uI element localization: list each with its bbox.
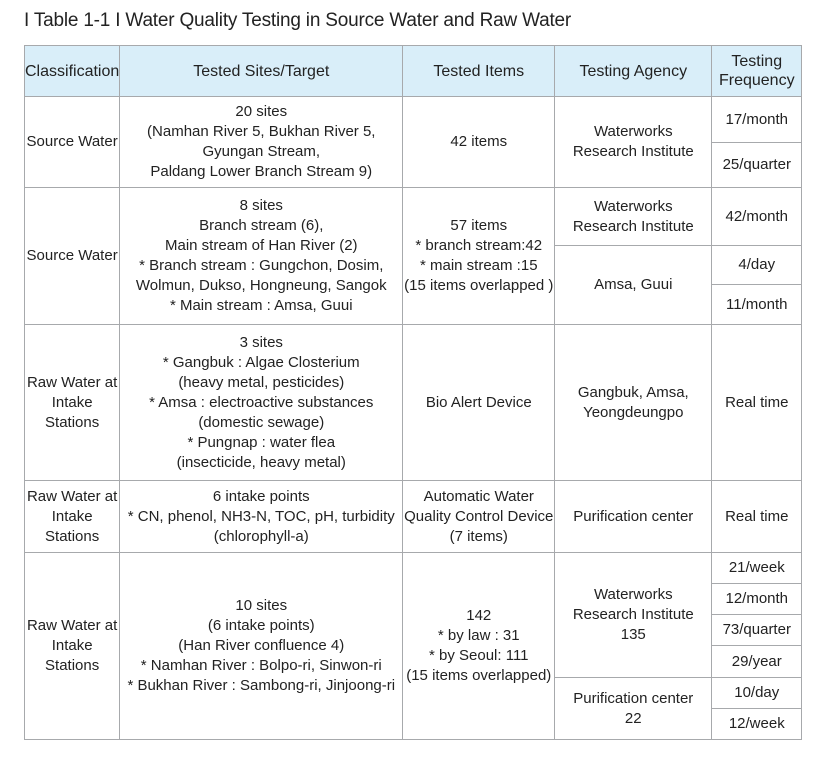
cell-line: 135 bbox=[620, 626, 646, 643]
cell-frequency: 17/month bbox=[712, 97, 802, 143]
cell-agency bbox=[555, 481, 712, 553]
cell-line: (heavy metal, pesticides) bbox=[178, 373, 345, 391]
cell-line: * by Seoul: 111 bbox=[429, 647, 529, 664]
cell-line: Raw Water at bbox=[26, 373, 118, 391]
header-frequency-line: Frequency bbox=[718, 72, 795, 89]
cell-line: 8 sites bbox=[239, 197, 283, 214]
table-row bbox=[25, 481, 802, 553]
cell-sites bbox=[120, 97, 403, 188]
cell-line: Wolmun, Dukso, Hongneung, Sangok bbox=[135, 277, 387, 294]
table-row bbox=[25, 325, 802, 481]
cell-frequency: 4/day bbox=[712, 246, 802, 285]
cell-agency bbox=[555, 325, 712, 481]
header-agency: Testing Agency bbox=[555, 46, 712, 97]
cell-line: 142 bbox=[466, 607, 492, 624]
cell-line: (15 items overlapped) bbox=[406, 667, 552, 684]
cell-line: (insecticide, heavy metal) bbox=[176, 453, 346, 471]
cell-line: (15 items overlapped ) bbox=[404, 277, 554, 294]
cell-line: * Branch stream : Gungchon, Dosim, bbox=[139, 257, 384, 274]
cell-line: Paldang Lower Branch Stream 9) bbox=[150, 163, 373, 180]
cell-sites bbox=[120, 481, 403, 553]
cell-line: * CN, phenol, NH3-N, TOC, pH, turbidity bbox=[127, 507, 395, 525]
header-frequency-line: Testing bbox=[731, 53, 783, 70]
cell-line: 42 items bbox=[450, 133, 508, 150]
cell-line: * Main stream : Amsa, Guui bbox=[169, 297, 353, 314]
cell-frequency: Real time bbox=[712, 325, 802, 481]
cell-line: * Namhan River : Bolpo-ri, Sinwon-ri bbox=[140, 657, 382, 674]
cell-classification bbox=[25, 325, 120, 481]
cell-line: 10 sites bbox=[235, 597, 288, 614]
cell-line: 22 bbox=[624, 709, 642, 727]
table-title: I Table 1-1 I Water Quality Testing in Source Water and Raw Water bbox=[24, 10, 572, 31]
cell-frequency: Real time bbox=[712, 481, 802, 553]
cell-classification bbox=[25, 97, 120, 188]
cell-line: Intake Stations bbox=[45, 637, 100, 674]
table-row bbox=[25, 188, 802, 246]
cell-frequency: 11/month bbox=[712, 285, 802, 325]
cell-frequency: 25/quarter bbox=[712, 143, 802, 188]
cell-line: Research Institute bbox=[572, 606, 694, 623]
cell-line: 6 intake points bbox=[212, 487, 310, 505]
cell-frequency: 21/week bbox=[712, 553, 802, 584]
cell-line: (Han River confluence 4) bbox=[178, 637, 345, 654]
cell-line: Purification center bbox=[573, 507, 694, 525]
cell-line: Research Institute bbox=[572, 143, 694, 160]
cell-line: Gyungan Stream, bbox=[202, 143, 321, 160]
cell-line: Waterworks bbox=[593, 197, 673, 215]
table-row bbox=[25, 553, 802, 584]
cell-sites bbox=[120, 553, 403, 740]
header-frequency bbox=[712, 46, 802, 97]
cell-line: * Amsa : electroactive substances bbox=[149, 393, 374, 411]
cell-line: Waterworks bbox=[593, 123, 673, 140]
cell-line: Research Institute bbox=[572, 217, 694, 235]
header-row bbox=[25, 46, 802, 97]
cell-classification bbox=[25, 553, 120, 740]
cell-frequency: 73/quarter bbox=[712, 615, 802, 646]
cell-classification bbox=[25, 481, 120, 553]
cell-line: (Namhan River 5, Bukhan River 5, bbox=[147, 123, 376, 140]
cell-items bbox=[403, 481, 555, 553]
cell-line: Intake Stations bbox=[45, 393, 100, 431]
cell-line: (domestic sewage) bbox=[198, 413, 325, 431]
cell-items bbox=[403, 188, 555, 325]
cell-sites bbox=[120, 188, 403, 325]
water-quality-table bbox=[24, 45, 802, 740]
cell-line: Source Water bbox=[26, 247, 118, 264]
cell-line: Source Water bbox=[26, 133, 118, 150]
cell-line: 3 sites bbox=[239, 333, 283, 351]
header-sites: Tested Sites/Target bbox=[120, 46, 403, 97]
cell-frequency: 29/year bbox=[712, 646, 802, 678]
cell-line: * Bukhan River : Sambong-ri, Jinjoong-ri bbox=[127, 677, 396, 694]
cell-line: Automatic Water bbox=[423, 487, 534, 505]
cell-line: (chlorophyll-a) bbox=[213, 527, 309, 545]
cell-frequency: 10/day bbox=[712, 678, 802, 709]
cell-line: Waterworks bbox=[593, 586, 673, 603]
cell-line: Raw Water at bbox=[26, 487, 118, 505]
cell-items bbox=[403, 97, 555, 188]
cell-line: * by law : 31 bbox=[437, 627, 520, 644]
cell-line: (6 intake points) bbox=[207, 617, 315, 634]
cell-line: * Pungnap : water flea bbox=[187, 433, 336, 451]
cell-line: Quality Control Device bbox=[404, 507, 554, 525]
cell-line: Main stream of Han River (2) bbox=[164, 237, 358, 254]
cell-line: Bio Alert Device bbox=[425, 393, 532, 411]
cell-frequency: 12/week bbox=[712, 709, 802, 740]
cell-line: * branch stream:42 bbox=[415, 237, 543, 254]
cell-agency bbox=[555, 246, 712, 325]
cell-line: Yeongdeungpo bbox=[583, 403, 684, 421]
cell-line: Gangbuk, Amsa, bbox=[577, 383, 689, 401]
cell-line: Purification center bbox=[573, 689, 694, 707]
cell-agency bbox=[555, 188, 712, 246]
cell-line: 57 items bbox=[450, 217, 508, 234]
cell-frequency: 12/month bbox=[712, 584, 802, 615]
cell-line: 20 sites bbox=[235, 103, 288, 120]
cell-line: Raw Water at bbox=[26, 617, 118, 634]
cell-agency bbox=[555, 97, 712, 188]
cell-items bbox=[403, 325, 555, 481]
cell-line: Amsa, Guui bbox=[594, 276, 673, 293]
cell-agency bbox=[555, 553, 712, 678]
cell-frequency: 42/month bbox=[712, 188, 802, 246]
header-classification: Classification bbox=[25, 46, 120, 97]
cell-line: * main stream :15 bbox=[419, 257, 538, 274]
cell-line: Branch stream (6), bbox=[199, 217, 324, 234]
cell-items bbox=[403, 553, 555, 740]
cell-classification bbox=[25, 188, 120, 325]
cell-line: (7 items) bbox=[449, 527, 508, 545]
cell-sites bbox=[120, 325, 403, 481]
cell-line: * Gangbuk : Algae Closterium bbox=[162, 353, 360, 371]
cell-agency bbox=[555, 678, 712, 740]
header-items: Tested Items bbox=[403, 46, 555, 97]
table-row bbox=[25, 97, 802, 143]
cell-line: Intake Stations bbox=[45, 507, 100, 545]
